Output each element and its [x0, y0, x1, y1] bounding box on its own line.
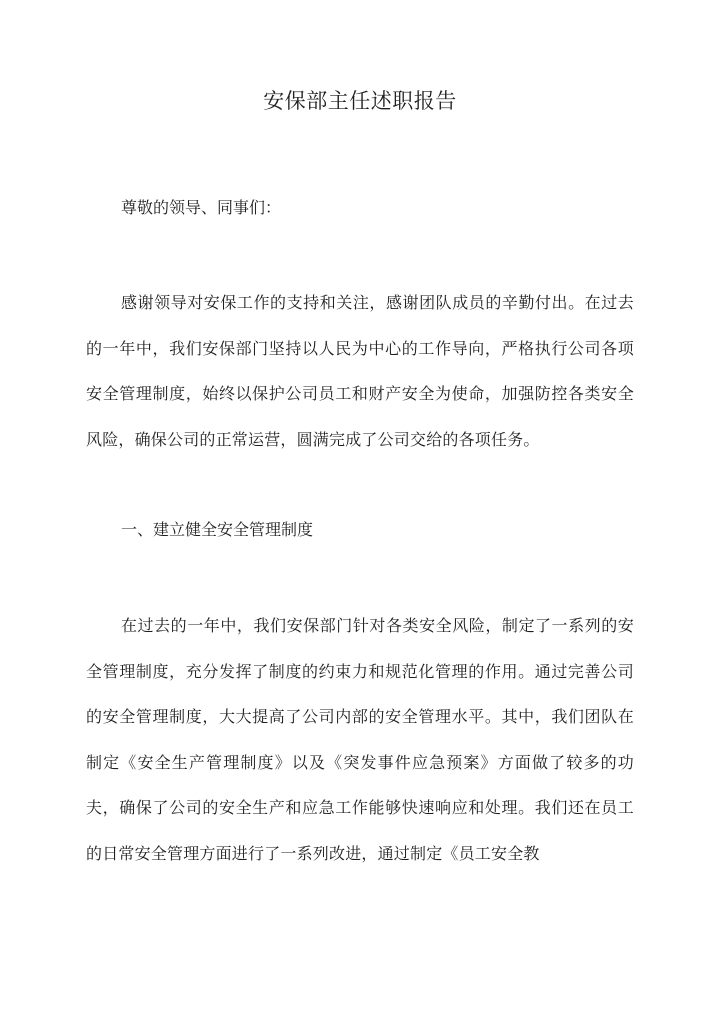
paragraph-intro: 感谢领导对安保工作的支持和关注，感谢团队成员的辛勤付出。在过去的一年中，我们安保部门坚持以人民为中心的工作导向，严格执行公司各项安全管理制度，始终以保护公司员工和财产安全为使命，加强防控各类安全风险，确保公司的正常运营，圆满完成了公司交给的各项任务。 — [86, 293, 634, 449]
document-title: 安保部主任述职报告 — [263, 89, 457, 113]
paragraph-section-1: 在过去的一年中，我们安保部门针对各类安全风险，制定了一系列的安全管理制度，充分发挥了制度的约束力和规范化管理的作用。通过完善公司的安全管理制度，大大提高了公司内部的安全管理水平。其中，我们团队在制定《安全生产管理制度》以及《突发事件应急预案》方面做了较多的功夫，确保了公司的安全生产和应急工作能够快速响应和处理。我们还在员工的日常安全管理方面进行了一系列改进，通过制定《员工安全教 — [86, 616, 634, 863]
section-heading: 一、建立健全安全管理制度 — [121, 520, 314, 539]
greeting: 尊敬的领导、同事们： — [121, 198, 282, 217]
